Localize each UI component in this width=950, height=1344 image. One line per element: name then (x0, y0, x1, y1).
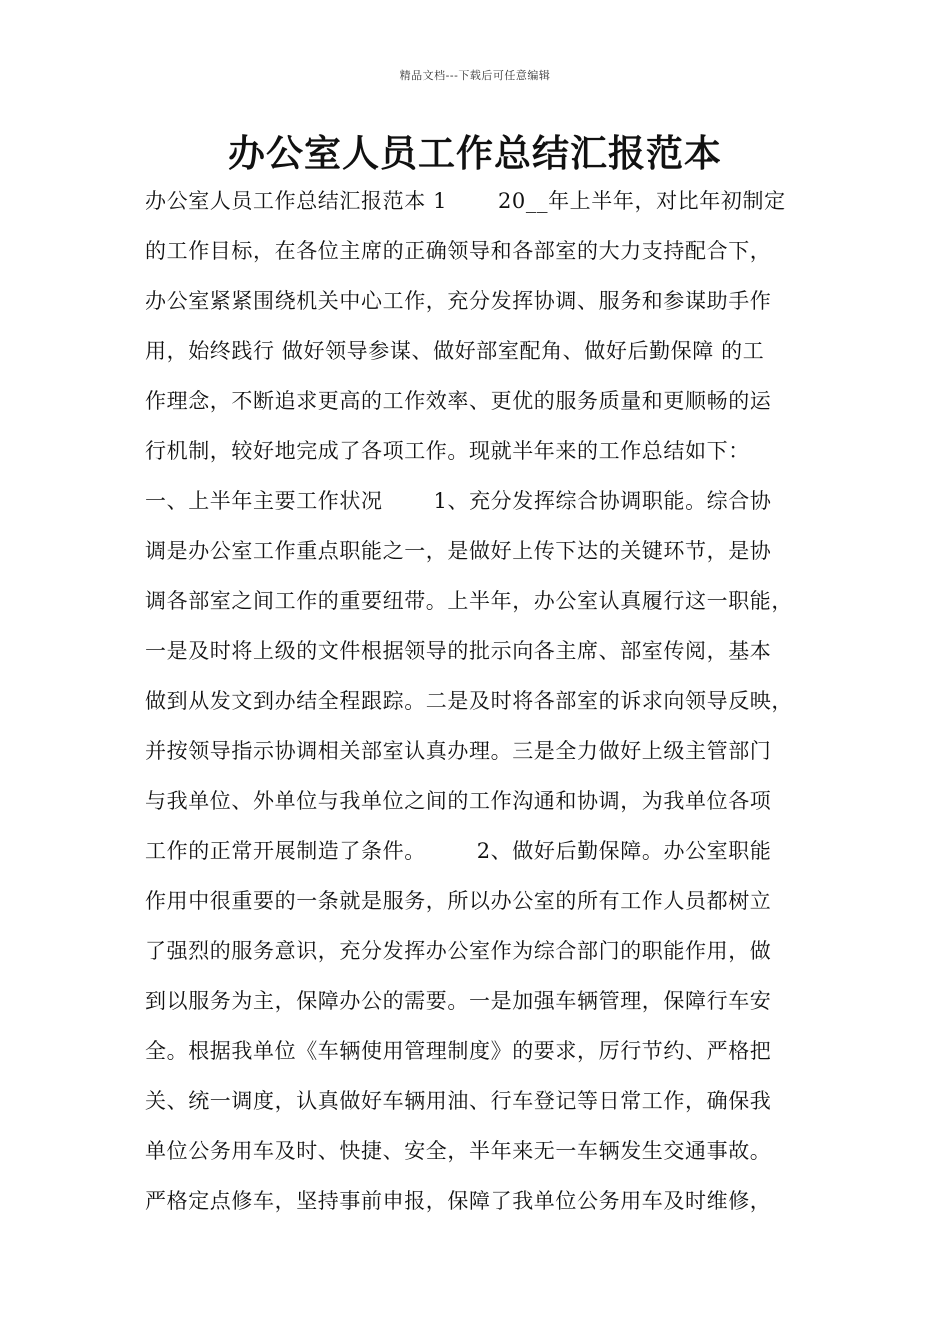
document-title: 办公室人员工作总结汇报范本 (228, 132, 722, 175)
header-note: 精品文档---下载后可任意编辑 (399, 69, 551, 82)
body-line: 关、统一调度，认真做好车辆用油、行车登记等日常工作，确保我 (145, 1089, 772, 1113)
body-line: 作理念，不断追求更高的工作效率、更优的服务质量和更顺畅的运 (145, 389, 772, 413)
body-line: 行机制，较好地完成了各项工作。现就半年来的工作总结如下： (145, 439, 750, 463)
body-line: 办公室紧紧围绕机关中心工作，充分发挥协调、服务和参谋助手作 (145, 289, 772, 313)
body-line: 一、上半年主要工作状况 1、充分发挥综合协调职能。综合协 (145, 489, 772, 513)
body-line: 调各部室之间工作的重要纽带。上半年，办公室认真履行这一职能， (145, 589, 793, 613)
body-line: 严格定点修车，坚持事前申报，保障了我单位公务用车及时维修， (145, 1189, 772, 1213)
body-line: 用，始终践行 做好领导参谋、做好部室配角、做好后勤保障 的工 (145, 339, 765, 363)
body-line: 工作的正常开展制造了条件。 2、做好后勤保障。办公室职能 (145, 839, 772, 863)
body-line: 到以服务为主，保障办公的需要。一是加强车辆管理，保障行车安 (145, 989, 772, 1013)
body-line: 与我单位、外单位与我单位之间的工作沟通和协调，为我单位各项 (145, 789, 772, 813)
body-text (145, 180, 835, 1230)
body-line: 单位公务用车及时、快捷、安全，半年来无一车辆发生交通事故。 (145, 1139, 772, 1163)
body-line: 作用中很重要的一条就是服务，所以办公室的所有工作人员都树立 (145, 889, 772, 913)
body-line: 办公室人员工作总结汇报范本 1 20__年上半年，对比年初制定 (145, 189, 786, 213)
body-line: 的工作目标，在各位主席的正确领导和各部室的大力支持配合下， (145, 239, 772, 263)
body-line: 了强烈的服务意识，充分发挥办公室作为综合部门的职能作用，做 (145, 939, 772, 963)
body-line: 并按领导指示协调相关部室认真办理。三是全力做好上级主管部门 (145, 739, 772, 763)
body-line: 一是及时将上级的文件根据领导的批示向各主席、部室传阅，基本 (145, 639, 772, 663)
body-line: 做到从发文到办结全程跟踪。二是及时将各部室的诉求向领导反映， (145, 689, 793, 713)
body-line: 调是办公室工作重点职能之一，是做好上传下达的关键环节，是协 (145, 539, 772, 563)
body-line: 全。根据我单位《车辆使用管理制度》的要求，厉行节约、严格把 (145, 1039, 772, 1063)
